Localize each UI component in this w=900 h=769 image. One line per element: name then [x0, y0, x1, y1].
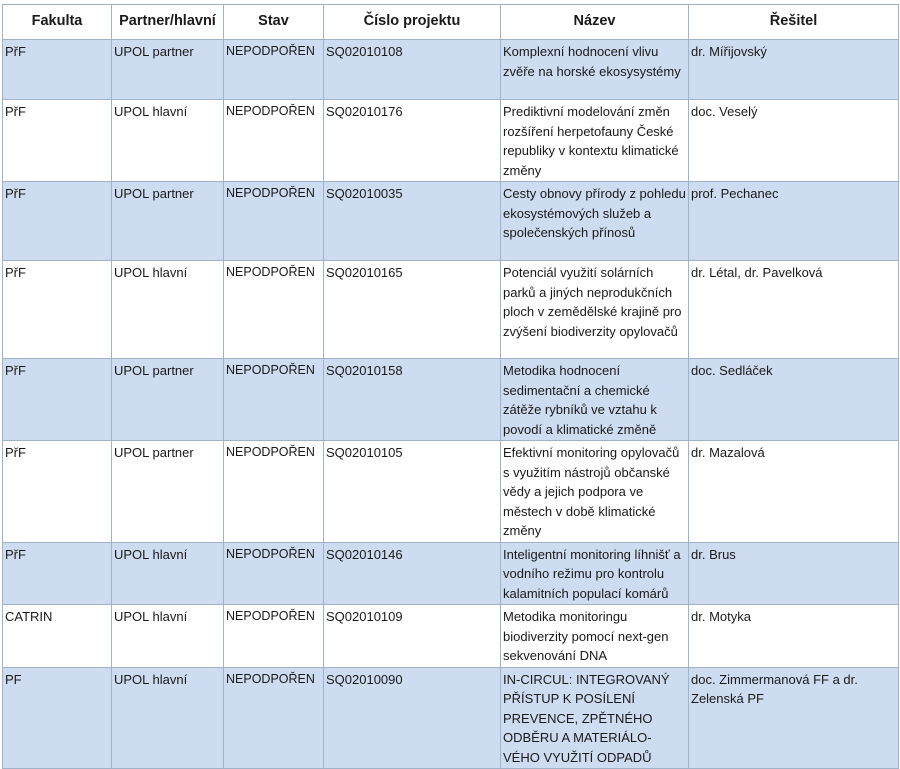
table-row	[3, 441, 899, 543]
cell-cislo-projektu: SQ02010105	[324, 441, 501, 543]
cell-nazev: Metodika hodnocení sedimentační a chemické zátěže rybníků ve vztahu k povodí a klimatické změně	[501, 359, 689, 441]
cell-resitel: dr. Brus	[689, 542, 899, 605]
cell-cislo-projektu: SQ02010176	[324, 100, 501, 182]
cell-fakulta: PřF	[3, 40, 112, 100]
cell-nazev: Potenciál využití solárních parků a jiných neprodukčních ploch v zemědělské krajině pro zvýšení biodiverzity opylovačů	[501, 261, 689, 359]
cell-resitel: doc. Sedláček	[689, 359, 899, 441]
cell-stav: NEPODPOŘEN	[224, 441, 324, 543]
cell-cislo-projektu: SQ02010165	[324, 261, 501, 359]
cell-fakulta: PřF	[3, 100, 112, 182]
cell-cislo-projektu: SQ02010146	[324, 542, 501, 605]
cell-stav: NEPODPOŘEN	[224, 667, 324, 769]
table-row	[3, 40, 899, 100]
cell-fakulta: CATRIN	[3, 605, 112, 668]
cell-stav: NEPODPOŘEN	[224, 261, 324, 359]
cell-resitel: doc. Veselý	[689, 100, 899, 182]
cell-fakulta: PF	[3, 667, 112, 769]
cell-partner: UPOL partner	[112, 441, 224, 543]
cell-stav: NEPODPOŘEN	[224, 182, 324, 261]
column-header-nazev: Název	[501, 5, 689, 40]
column-header-resitel: Řešitel	[689, 5, 899, 40]
cell-stav: NEPODPOŘEN	[224, 542, 324, 605]
cell-partner: UPOL hlavní	[112, 261, 224, 359]
table-body	[3, 40, 899, 769]
table-row	[3, 359, 899, 441]
cell-nazev: Inteligentní monitoring líhnišť a vodního režimu pro kontrolu kalamitních populací komárů	[501, 542, 689, 605]
cell-fakulta: PřF	[3, 182, 112, 261]
cell-stav: NEPODPOŘEN	[224, 100, 324, 182]
cell-resitel: doc. Zimmermanová FF a dr. Zelenská PF	[689, 667, 899, 769]
column-header-cislo-projektu: Číslo projektu	[324, 5, 501, 40]
cell-cislo-projektu: SQ02010108	[324, 40, 501, 100]
cell-cislo-projektu: SQ02010090	[324, 667, 501, 769]
cell-nazev: Prediktivní modelování změn rozšíření herpetofauny České republiky v kontextu klimatické změny	[501, 100, 689, 182]
cell-partner: UPOL partner	[112, 182, 224, 261]
table-row	[3, 605, 899, 668]
cell-resitel: dr. Motyka	[689, 605, 899, 668]
cell-resitel: dr. Létal, dr. Pavelková	[689, 261, 899, 359]
cell-resitel: dr. Mířijovský	[689, 40, 899, 100]
cell-partner: UPOL partner	[112, 359, 224, 441]
column-header-partner: Partner/hlavní	[112, 5, 224, 40]
cell-cislo-projektu: SQ02010109	[324, 605, 501, 668]
cell-nazev: IN-CIRCUL: INTEGROVANÝ PŘÍSTUP K POSÍLENÍ PREVENCE, ZPĚTNÉHO ODBĚRU A MATERIÁLO-VÉHO VYUŽITÍ ODPADŮ	[501, 667, 689, 769]
cell-partner: UPOL hlavní	[112, 100, 224, 182]
column-header-fakulta: Fakulta	[3, 5, 112, 40]
table-header	[3, 5, 899, 40]
cell-partner: UPOL hlavní	[112, 667, 224, 769]
table-row	[3, 100, 899, 182]
table-row	[3, 667, 899, 769]
cell-partner: UPOL hlavní	[112, 605, 224, 668]
cell-fakulta: PřF	[3, 359, 112, 441]
cell-cislo-projektu: SQ02010158	[324, 359, 501, 441]
cell-cislo-projektu: SQ02010035	[324, 182, 501, 261]
cell-nazev: Metodika monitoringu biodiverzity pomocí next-gen sekvenování DNA	[501, 605, 689, 668]
cell-partner: UPOL partner	[112, 40, 224, 100]
table-row	[3, 261, 899, 359]
projects-table	[2, 4, 899, 769]
cell-nazev: Efektivní monitoring opylovačů s využitím nástrojů občanské vědy a jejich podpora ve městech v době klimatické změny	[501, 441, 689, 543]
cell-resitel: prof. Pechanec	[689, 182, 899, 261]
cell-stav: NEPODPOŘEN	[224, 359, 324, 441]
cell-fakulta: PřF	[3, 542, 112, 605]
column-header-stav: Stav	[224, 5, 324, 40]
cell-stav: NEPODPOŘEN	[224, 40, 324, 100]
header-row	[3, 5, 899, 40]
table-row	[3, 182, 899, 261]
cell-partner: UPOL hlavní	[112, 542, 224, 605]
cell-fakulta: PřF	[3, 441, 112, 543]
cell-stav: NEPODPOŘEN	[224, 605, 324, 668]
cell-fakulta: PřF	[3, 261, 112, 359]
cell-nazev: Komplexní hodnocení vlivu zvěře na horské ekosysystémy	[501, 40, 689, 100]
cell-nazev: Cesty obnovy přírody z pohledu ekosystémových služeb a společenských přínosů	[501, 182, 689, 261]
cell-resitel: dr. Mazalová	[689, 441, 899, 543]
table-row	[3, 542, 899, 605]
